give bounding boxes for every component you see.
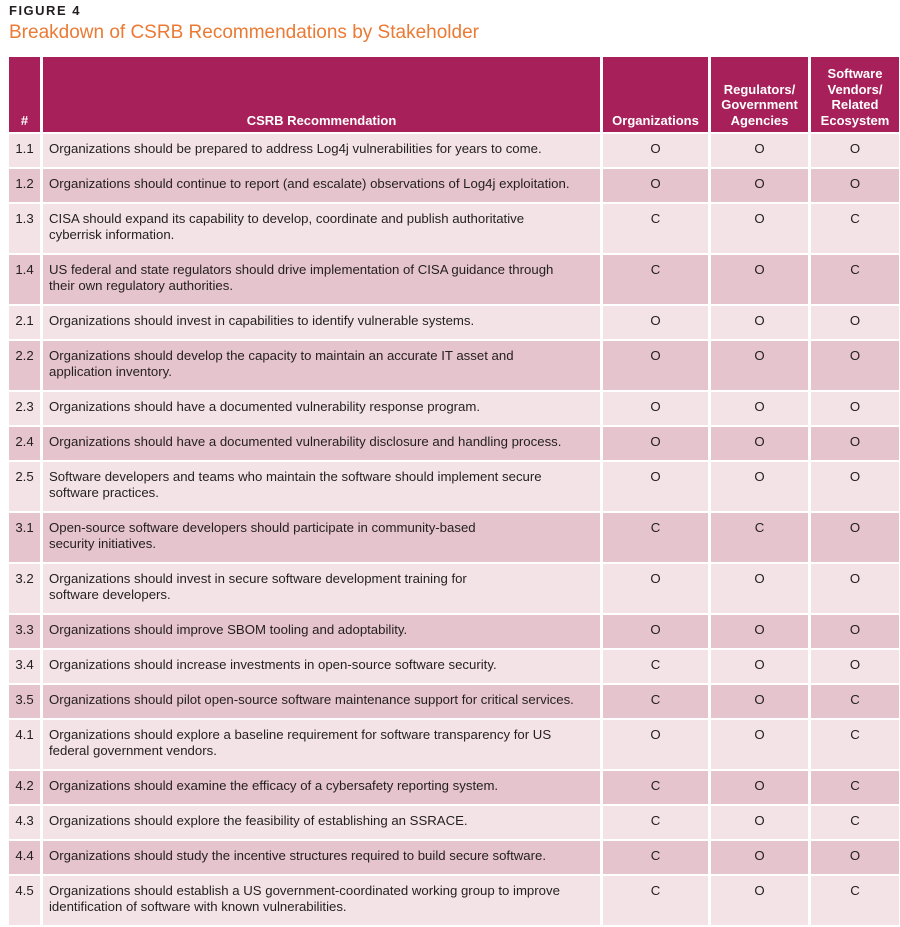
- recommendation-line: US federal and state regulators should drive implementation of CISA guidance through: [49, 262, 554, 277]
- row-software-mark: O: [811, 169, 899, 202]
- row-software-mark: C: [811, 720, 899, 769]
- row-number: 2.2: [9, 341, 40, 390]
- recommendation-line: application inventory.: [49, 363, 172, 379]
- row-organizations-mark: C: [603, 771, 708, 804]
- header-number: #: [9, 57, 40, 132]
- table-row: [9, 169, 899, 202]
- header-software-line: Software: [827, 66, 883, 81]
- row-software-mark: O: [811, 841, 899, 874]
- row-regulators-mark: O: [711, 720, 808, 769]
- row-regulators-mark: O: [711, 134, 808, 167]
- row-organizations-mark: O: [603, 341, 708, 390]
- row-number: 2.4: [9, 427, 40, 460]
- row-recommendation: [43, 392, 600, 425]
- row-number: 1.2: [9, 169, 40, 202]
- row-regulators-mark: O: [711, 876, 808, 925]
- row-software-mark: O: [811, 134, 899, 167]
- row-recommendation: [43, 306, 600, 339]
- row-regulators-mark: O: [711, 650, 808, 683]
- row-recommendation: [43, 134, 600, 167]
- recommendation-line: Organizations should explore the feasibility of establishing an SSRACE.: [49, 813, 468, 828]
- row-number: 4.5: [9, 876, 40, 925]
- row-organizations-mark: C: [603, 841, 708, 874]
- table-row: [9, 650, 899, 683]
- row-organizations-mark: C: [603, 806, 708, 839]
- row-recommendation: [43, 806, 600, 839]
- recommendation-line: software practices.: [49, 484, 159, 500]
- row-organizations-mark: O: [603, 462, 708, 511]
- row-organizations-mark: O: [603, 134, 708, 167]
- recommendations-table: [6, 55, 900, 927]
- row-recommendation: [43, 462, 600, 511]
- recommendation-line: CISA should expand its capability to develop, coordinate and publish authoritative: [49, 211, 525, 226]
- table-row: [9, 841, 899, 874]
- row-organizations-mark: C: [603, 204, 708, 253]
- table-row: [9, 392, 899, 425]
- row-number: 2.1: [9, 306, 40, 339]
- row-recommendation: [43, 650, 600, 683]
- row-number: 4.2: [9, 771, 40, 804]
- table-row: [9, 615, 899, 648]
- row-software-mark: O: [811, 341, 899, 390]
- header-regulators-line: Government: [721, 97, 798, 112]
- row-number: 2.5: [9, 462, 40, 511]
- figure-label: FIGURE 4: [9, 3, 81, 18]
- row-regulators-mark: O: [711, 685, 808, 718]
- table-row: [9, 306, 899, 339]
- row-number: 4.4: [9, 841, 40, 874]
- row-number: 1.4: [9, 255, 40, 304]
- row-recommendation: [43, 564, 600, 613]
- row-regulators-mark: O: [711, 306, 808, 339]
- row-recommendation: [43, 427, 600, 460]
- row-recommendation: [43, 169, 600, 202]
- recommendation-line: Organizations should study the incentive structures required to build secure software.: [49, 848, 546, 863]
- recommendation-line: cyberrisk information.: [49, 226, 175, 242]
- row-software-mark: O: [811, 392, 899, 425]
- row-regulators-mark: O: [711, 255, 808, 304]
- recommendation-line: Open-source software developers should participate in community-based: [49, 520, 476, 535]
- table-body: [9, 134, 899, 925]
- row-number: 4.1: [9, 720, 40, 769]
- figure-title: Breakdown of CSRB Recommendations by Stakeholder: [9, 22, 479, 43]
- row-number: 3.4: [9, 650, 40, 683]
- table-row: [9, 806, 899, 839]
- table-row: [9, 876, 899, 925]
- recommendation-line: software developers.: [49, 586, 171, 602]
- header-software-line: Ecosystem: [820, 112, 890, 128]
- header-regulators-line: Agencies: [730, 112, 789, 128]
- row-software-mark: O: [811, 513, 899, 562]
- row-number: 4.3: [9, 806, 40, 839]
- header-software-line: Vendors/: [827, 81, 883, 97]
- row-recommendation: [43, 204, 600, 253]
- table-row: [9, 771, 899, 804]
- row-number: 1.1: [9, 134, 40, 167]
- table-row: [9, 462, 899, 511]
- row-recommendation: [43, 876, 600, 925]
- row-regulators-mark: O: [711, 841, 808, 874]
- row-organizations-mark: C: [603, 650, 708, 683]
- row-regulators-mark: O: [711, 806, 808, 839]
- recommendation-line: Organizations should have a documented vulnerability disclosure and handling process.: [49, 434, 562, 449]
- row-organizations-mark: C: [603, 876, 708, 925]
- recommendation-line: Organizations should examine the efficacy of a cybersafety reporting system.: [49, 778, 499, 793]
- row-regulators-mark: O: [711, 341, 808, 390]
- recommendation-line: Organizations should improve SBOM tooling and adoptability.: [49, 622, 408, 637]
- row-number: 2.3: [9, 392, 40, 425]
- recommendation-line: Organizations should develop the capacity to maintain an accurate IT asset and: [49, 348, 514, 363]
- row-regulators-mark: C: [711, 513, 808, 562]
- row-number: 3.3: [9, 615, 40, 648]
- recommendation-line: Organizations should have a documented vulnerability response program.: [49, 399, 481, 414]
- row-software-mark: C: [811, 806, 899, 839]
- row-organizations-mark: C: [603, 255, 708, 304]
- header-regulators: [711, 57, 808, 132]
- header-recommendation: CSRB Recommendation: [43, 57, 600, 132]
- row-number: 3.1: [9, 513, 40, 562]
- table-row: [9, 134, 899, 167]
- row-organizations-mark: O: [603, 427, 708, 460]
- table-row: [9, 685, 899, 718]
- row-software-mark: O: [811, 615, 899, 648]
- recommendation-line: Organizations should pilot open-source software maintenance support for critical services.: [49, 692, 574, 707]
- row-recommendation: [43, 341, 600, 390]
- row-organizations-mark: O: [603, 564, 708, 613]
- table-row: [9, 564, 899, 613]
- row-software-mark: O: [811, 564, 899, 613]
- row-organizations-mark: O: [603, 615, 708, 648]
- row-organizations-mark: O: [603, 392, 708, 425]
- row-regulators-mark: O: [711, 564, 808, 613]
- header-organizations: Organizations: [603, 57, 708, 132]
- table-row: [9, 204, 899, 253]
- row-regulators-mark: O: [711, 771, 808, 804]
- row-software-mark: C: [811, 771, 899, 804]
- row-software-mark: O: [811, 650, 899, 683]
- table-row: [9, 513, 899, 562]
- row-recommendation: [43, 615, 600, 648]
- header-software-line: Related: [831, 97, 879, 112]
- row-software-mark: C: [811, 685, 899, 718]
- row-recommendation: [43, 720, 600, 769]
- recommendation-line: Organizations should invest in capabilities to identify vulnerable systems.: [49, 313, 475, 328]
- table-row: [9, 255, 899, 304]
- row-regulators-mark: O: [711, 204, 808, 253]
- row-software-mark: O: [811, 427, 899, 460]
- row-recommendation: [43, 771, 600, 804]
- row-organizations-mark: O: [603, 306, 708, 339]
- row-regulators-mark: O: [711, 169, 808, 202]
- row-software-mark: C: [811, 204, 899, 253]
- row-software-mark: O: [811, 306, 899, 339]
- row-software-mark: C: [811, 876, 899, 925]
- recommendation-line: Organizations should establish a US government-coordinated working group to improve: [49, 883, 560, 898]
- row-organizations-mark: O: [603, 169, 708, 202]
- header-regulators-line: Regulators/: [723, 81, 796, 97]
- row-number: 3.5: [9, 685, 40, 718]
- row-regulators-mark: O: [711, 615, 808, 648]
- table-row: [9, 341, 899, 390]
- row-software-mark: C: [811, 255, 899, 304]
- recommendation-line: Organizations should explore a baseline requirement for software transparency for US: [49, 727, 552, 742]
- row-recommendation: [43, 513, 600, 562]
- row-recommendation: [43, 841, 600, 874]
- recommendation-line: Software developers and teams who maintain the software should implement secure: [49, 469, 542, 484]
- recommendation-line: security initiatives.: [49, 535, 157, 551]
- recommendation-line: identification of software with known vulnerabilities.: [49, 898, 347, 914]
- row-software-mark: O: [811, 462, 899, 511]
- row-number: 3.2: [9, 564, 40, 613]
- recommendation-line: Organizations should be prepared to address Log4j vulnerabilities for years to come.: [49, 141, 542, 156]
- row-organizations-mark: O: [603, 720, 708, 769]
- row-recommendation: [43, 255, 600, 304]
- row-recommendation: [43, 685, 600, 718]
- recommendation-line: Organizations should increase investments in open-source software security.: [49, 657, 497, 672]
- recommendation-line: their own regulatory authorities.: [49, 277, 233, 293]
- recommendation-line: Organizations should invest in secure software development training for: [49, 571, 467, 586]
- table-row: [9, 427, 899, 460]
- recommendation-line: federal government vendors.: [49, 742, 217, 758]
- row-organizations-mark: C: [603, 513, 708, 562]
- table-header-row: [9, 57, 899, 132]
- row-regulators-mark: O: [711, 427, 808, 460]
- row-number: 1.3: [9, 204, 40, 253]
- recommendation-line: Organizations should continue to report (and escalate) observations of Log4j exploitation.: [49, 176, 570, 191]
- table-row: [9, 720, 899, 769]
- header-software-vendors: [811, 57, 899, 132]
- row-regulators-mark: O: [711, 462, 808, 511]
- row-organizations-mark: C: [603, 685, 708, 718]
- row-regulators-mark: O: [711, 392, 808, 425]
